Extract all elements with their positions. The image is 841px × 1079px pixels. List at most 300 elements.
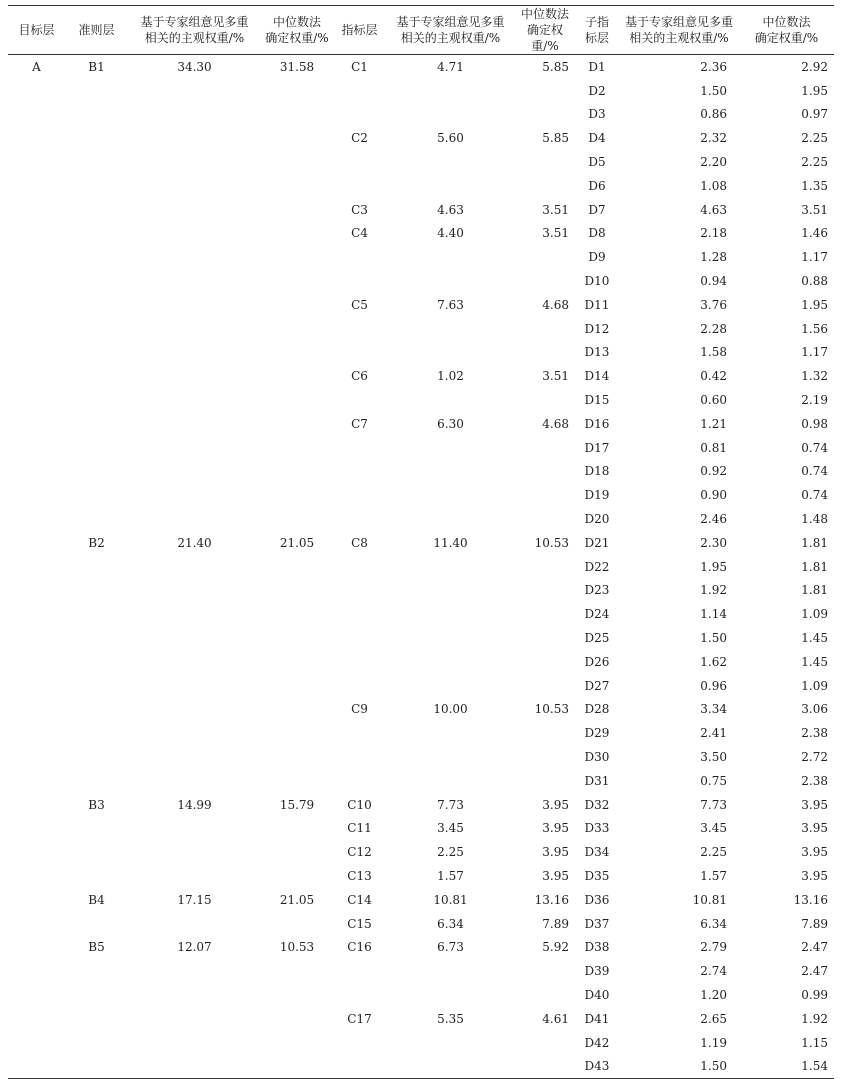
cell-c-median: [515, 721, 575, 745]
header-c-subjective-weight: 基于专家组意见多重 相关的主观权重/%: [386, 6, 515, 55]
cell-indicator: C16: [347, 940, 372, 955]
table-row: [8, 959, 834, 983]
cell-c-weight: [386, 555, 515, 579]
cell-b-median: [261, 222, 333, 246]
cell-b-median: [261, 769, 333, 793]
cell-c-weight: [386, 674, 515, 698]
cell-c-median: 10.53: [534, 702, 569, 717]
cell-target: [8, 150, 65, 174]
cell-b-median: [261, 269, 333, 293]
cell-b-median: [261, 412, 333, 436]
table-row: [8, 579, 834, 603]
cell-b-weight: [128, 317, 261, 341]
cell-c-weight: [386, 1054, 515, 1078]
cell-sub-indicator: D27: [584, 678, 610, 693]
cell-target: [8, 507, 65, 531]
cell-sub-indicator: D34: [584, 845, 610, 860]
cell-indicator: C7: [351, 416, 368, 431]
cell-target: [8, 983, 65, 1007]
cell-d-median: 2.25: [801, 131, 828, 146]
cell-d-median: 1.81: [801, 583, 828, 598]
cell-b-median: [261, 864, 333, 888]
weights-table: [8, 5, 834, 1079]
cell-target: [8, 769, 65, 793]
cell-criterion: [65, 388, 128, 412]
cell-criterion: [65, 507, 128, 531]
cell-d-weight: 1.62: [700, 654, 727, 669]
cell-target: [8, 245, 65, 269]
cell-c-weight: 4.71: [437, 59, 464, 74]
cell-criterion: [65, 602, 128, 626]
cell-indicator: [333, 959, 386, 983]
cell-c-weight: [386, 983, 515, 1007]
cell-d-median: 0.74: [801, 440, 828, 455]
cell-c-median: [515, 483, 575, 507]
cell-indicator: [333, 460, 386, 484]
cell-b-weight: [128, 745, 261, 769]
table-row: [8, 531, 834, 555]
cell-indicator: [333, 483, 386, 507]
cell-b-weight: 12.07: [177, 940, 212, 955]
cell-criterion: [65, 150, 128, 174]
table-body: [8, 55, 834, 1079]
cell-c-median: [515, 103, 575, 127]
table-row: [8, 222, 834, 246]
table-row: [8, 293, 834, 317]
cell-b-weight: [128, 388, 261, 412]
cell-indicator: C15: [347, 916, 372, 931]
cell-target: [8, 793, 65, 817]
cell-d-weight: 6.34: [700, 916, 727, 931]
cell-target: [8, 174, 65, 198]
cell-d-median: 2.38: [801, 726, 828, 741]
table-row: [8, 126, 834, 150]
table-row: [8, 555, 834, 579]
cell-indicator: C5: [351, 297, 368, 312]
cell-c-weight: 1.57: [437, 868, 464, 883]
table-row: [8, 79, 834, 103]
table-row: [8, 674, 834, 698]
cell-c-median: [515, 959, 575, 983]
header-b-median-weight: 中位数法 确定权重/%: [261, 6, 333, 55]
cell-criterion: [65, 698, 128, 722]
cell-target: [8, 579, 65, 603]
cell-b-weight: [128, 959, 261, 983]
cell-b-median: [261, 341, 333, 365]
cell-indicator: [333, 745, 386, 769]
cell-d-weight: 1.92: [700, 583, 727, 598]
cell-d-weight: 0.92: [700, 464, 727, 479]
cell-b-median: [261, 817, 333, 841]
cell-b-weight: [128, 436, 261, 460]
cell-criterion: [65, 769, 128, 793]
cell-c-median: 5.92: [542, 940, 569, 955]
table-row: [8, 840, 834, 864]
cell-indicator: [333, 983, 386, 1007]
cell-indicator: C17: [347, 1011, 372, 1026]
cell-c-weight: [386, 103, 515, 127]
cell-indicator: [333, 436, 386, 460]
cell-b-weight: [128, 602, 261, 626]
table-row: [8, 341, 834, 365]
cell-b-weight: [128, 269, 261, 293]
cell-indicator: C4: [351, 226, 368, 241]
cell-indicator: C3: [351, 202, 368, 217]
cell-d-weight: 3.76: [700, 297, 727, 312]
cell-d-weight: 2.28: [700, 321, 727, 336]
cell-b-median: [261, 698, 333, 722]
cell-d-weight: 0.90: [700, 488, 727, 503]
cell-target: [8, 650, 65, 674]
cell-c-weight: 7.73: [437, 797, 464, 812]
cell-d-median: 1.81: [801, 559, 828, 574]
cell-b-weight: [128, 817, 261, 841]
cell-d-weight: 0.75: [700, 773, 727, 788]
cell-c-median: [515, 436, 575, 460]
cell-c-weight: 3.45: [437, 821, 464, 836]
table-row: [8, 983, 834, 1007]
cell-c-weight: 11.40: [433, 535, 468, 550]
cell-indicator: [333, 245, 386, 269]
cell-b-weight: [128, 198, 261, 222]
cell-target: [8, 745, 65, 769]
cell-target: [8, 317, 65, 341]
cell-c-weight: 5.35: [437, 1011, 464, 1026]
cell-criterion: [65, 198, 128, 222]
cell-indicator: C14: [347, 892, 372, 907]
cell-sub-indicator: D41: [584, 1011, 610, 1026]
header-target-layer: 目标层: [8, 6, 65, 55]
cell-b-weight: [128, 245, 261, 269]
cell-d-median: 1.48: [801, 512, 828, 527]
cell-c-weight: [386, 745, 515, 769]
cell-d-weight: 2.79: [700, 940, 727, 955]
cell-b-median: [261, 126, 333, 150]
cell-b-median: [261, 626, 333, 650]
cell-d-median: 13.16: [793, 892, 828, 907]
cell-criterion: [65, 650, 128, 674]
cell-c-median: [515, 79, 575, 103]
cell-d-weight: 2.18: [700, 226, 727, 241]
cell-sub-indicator: D8: [588, 226, 606, 241]
cell-target: [8, 1007, 65, 1031]
table-row: [8, 626, 834, 650]
cell-b-weight: 14.99: [177, 797, 212, 812]
cell-c-weight: 5.60: [437, 131, 464, 146]
cell-sub-indicator: D39: [584, 964, 610, 979]
cell-d-weight: 1.14: [700, 607, 727, 622]
cell-criterion: [65, 1031, 128, 1055]
cell-target: [8, 293, 65, 317]
table-row: [8, 174, 834, 198]
cell-c-median: 4.68: [542, 297, 569, 312]
cell-d-median: 1.95: [801, 83, 828, 98]
cell-d-median: 0.99: [801, 987, 828, 1002]
cell-criterion: [65, 460, 128, 484]
cell-target: [8, 364, 65, 388]
table-row: [8, 198, 834, 222]
cell-d-median: 1.92: [801, 1011, 828, 1026]
cell-target: [8, 341, 65, 365]
cell-d-median: 3.06: [801, 702, 828, 717]
cell-d-median: 2.19: [801, 393, 828, 408]
cell-sub-indicator: D20: [584, 512, 610, 527]
cell-c-weight: 1.02: [437, 369, 464, 384]
cell-b-median: [261, 602, 333, 626]
table-row: [8, 817, 834, 841]
cell-sub-indicator: D36: [584, 892, 610, 907]
cell-c-weight: [386, 150, 515, 174]
cell-d-weight: 1.28: [700, 250, 727, 265]
cell-sub-indicator: D12: [584, 321, 610, 336]
cell-c-median: [515, 150, 575, 174]
cell-c-weight: [386, 388, 515, 412]
cell-target: [8, 935, 65, 959]
cell-b-median: [261, 388, 333, 412]
cell-c-median: 4.68: [542, 416, 569, 431]
cell-c-weight: [386, 245, 515, 269]
cell-d-median: 2.25: [801, 155, 828, 170]
cell-d-weight: 3.50: [700, 750, 727, 764]
cell-d-median: 1.45: [801, 631, 828, 646]
cell-indicator: C13: [347, 868, 372, 883]
cell-indicator: [333, 79, 386, 103]
cell-b-weight: [128, 769, 261, 793]
cell-d-median: 1.95: [801, 297, 828, 312]
cell-c-median: 3.51: [542, 369, 569, 384]
cell-b-weight: [128, 222, 261, 246]
header-criterion-layer: 准则层: [65, 6, 128, 55]
cell-criterion: [65, 436, 128, 460]
cell-b-weight: [128, 626, 261, 650]
cell-b-median: [261, 483, 333, 507]
cell-d-weight: 0.81: [700, 440, 727, 455]
cell-criterion: [65, 745, 128, 769]
cell-d-median: 3.95: [801, 868, 828, 883]
cell-b-median: [261, 150, 333, 174]
cell-target: [8, 721, 65, 745]
cell-b-median: [261, 103, 333, 127]
cell-d-median: 3.51: [801, 202, 828, 217]
cell-b-median: [261, 436, 333, 460]
cell-c-median: 4.61: [542, 1011, 569, 1026]
cell-d-weight: 0.42: [700, 369, 727, 384]
cell-d-weight: 1.19: [700, 1035, 727, 1050]
header-row: [8, 6, 834, 55]
cell-indicator: C1: [351, 59, 368, 74]
cell-b-weight: [128, 103, 261, 127]
header-sub-indicator-layer: 子指 标层: [575, 6, 619, 55]
cell-d-weight: 1.20: [700, 987, 727, 1002]
cell-indicator: C10: [347, 797, 372, 812]
cell-d-median: 0.74: [801, 488, 828, 503]
cell-b-median: [261, 959, 333, 983]
cell-b-median: [261, 293, 333, 317]
cell-b-weight: 21.40: [177, 535, 212, 550]
cell-sub-indicator: D31: [584, 773, 610, 788]
cell-d-median: 1.15: [801, 1035, 828, 1050]
cell-b-median: [261, 840, 333, 864]
cell-indicator: [333, 269, 386, 293]
cell-d-weight: 0.94: [700, 274, 727, 289]
cell-b-weight: [128, 293, 261, 317]
cell-c-weight: 10.00: [433, 702, 468, 717]
cell-criterion: B5: [88, 940, 105, 955]
cell-b-median: 10.53: [279, 940, 315, 955]
cell-c-median: 3.51: [542, 202, 569, 217]
cell-c-median: [515, 745, 575, 769]
cell-d-weight: 1.08: [700, 178, 727, 193]
cell-c-weight: [386, 507, 515, 531]
cell-target: [8, 1054, 65, 1078]
cell-d-weight: 0.96: [700, 678, 727, 693]
cell-c-median: [515, 555, 575, 579]
cell-criterion: [65, 341, 128, 365]
cell-sub-indicator: D23: [584, 583, 610, 598]
cell-criterion: [65, 1054, 128, 1078]
cell-target: [8, 959, 65, 983]
cell-c-median: 3.95: [542, 797, 569, 812]
cell-b-median: 21.05: [279, 535, 315, 550]
header-b-subjective-weight: 基于专家组意见多重 相关的主观权重/%: [128, 6, 261, 55]
cell-c-median: [515, 674, 575, 698]
cell-b-median: [261, 317, 333, 341]
table-row: [8, 150, 834, 174]
cell-b-weight: [128, 555, 261, 579]
cell-c-median: 3.51: [542, 226, 569, 241]
cell-criterion: [65, 840, 128, 864]
table-row: [8, 317, 834, 341]
cell-b-weight: [128, 364, 261, 388]
cell-target: [8, 555, 65, 579]
cell-target: [8, 222, 65, 246]
cell-indicator: [333, 1054, 386, 1078]
cell-d-median: 0.97: [801, 107, 828, 122]
cell-sub-indicator: D18: [584, 464, 610, 479]
cell-sub-indicator: D28: [584, 702, 610, 717]
cell-indicator: C2: [351, 131, 368, 146]
cell-c-median: [515, 579, 575, 603]
cell-b-median: 31.58: [279, 59, 315, 74]
cell-indicator: [333, 388, 386, 412]
cell-sub-indicator: D25: [584, 631, 610, 646]
cell-d-median: 1.46: [801, 226, 828, 241]
cell-d-median: 1.56: [801, 321, 828, 336]
cell-b-median: [261, 1007, 333, 1031]
cell-sub-indicator: D6: [588, 178, 606, 193]
cell-indicator: [333, 769, 386, 793]
cell-sub-indicator: D26: [584, 654, 610, 669]
table-row: [8, 793, 834, 817]
cell-sub-indicator: D3: [588, 107, 606, 122]
cell-d-weight: 1.50: [700, 631, 727, 646]
header-indicator-layer: 指标层: [333, 6, 386, 55]
header-c-median-weight: 中位数法 确定权重/%: [515, 6, 575, 55]
cell-indicator: C11: [347, 821, 372, 836]
cell-sub-indicator: D24: [584, 607, 610, 622]
cell-c-median: 3.95: [542, 868, 569, 883]
cell-indicator: C12: [347, 845, 372, 860]
cell-b-weight: [128, 579, 261, 603]
cell-criterion: [65, 412, 128, 436]
table-row: [8, 364, 834, 388]
cell-d-weight: 1.50: [619, 1054, 739, 1078]
cell-b-weight: [128, 1031, 261, 1055]
cell-c-median: [515, 602, 575, 626]
cell-criterion: [65, 174, 128, 198]
cell-target: [8, 388, 65, 412]
cell-b-weight: 17.15: [177, 892, 212, 907]
cell-b-median: [261, 174, 333, 198]
cell-d-weight: 2.20: [700, 155, 727, 170]
cell-b-weight: [128, 79, 261, 103]
cell-indicator: [333, 602, 386, 626]
cell-b-median: 21.05: [279, 892, 315, 907]
cell-d-weight: 1.95: [700, 559, 727, 574]
cell-c-weight: [386, 79, 515, 103]
cell-criterion: [65, 222, 128, 246]
cell-b-median: [261, 364, 333, 388]
table-row: [8, 745, 834, 769]
cell-d-weight: 4.63: [700, 202, 727, 217]
table-row: [8, 388, 834, 412]
cell-b-weight: [128, 174, 261, 198]
cell-d-median: 1.81: [801, 535, 828, 550]
cell-c-median: 7.89: [542, 916, 569, 931]
table-row: [8, 1031, 834, 1055]
cell-d-median: 0.74: [801, 464, 828, 479]
cell-b-median: [261, 198, 333, 222]
cell-b-weight: [128, 983, 261, 1007]
cell-indicator: [333, 579, 386, 603]
cell-d-weight: 3.45: [700, 821, 727, 836]
cell-c-median: 5.85: [542, 131, 569, 146]
cell-sub-indicator: D9: [588, 250, 606, 265]
cell-criterion: [65, 317, 128, 341]
cell-d-weight: 10.81: [692, 892, 727, 907]
cell-c-weight: [386, 317, 515, 341]
cell-d-median: 3.95: [801, 845, 828, 860]
cell-target: [8, 864, 65, 888]
cell-c-weight: [386, 341, 515, 365]
cell-sub-indicator: D32: [584, 797, 610, 812]
cell-b-median: [261, 745, 333, 769]
cell-d-median: 1.35: [801, 178, 828, 193]
cell-sub-indicator: D11: [584, 297, 610, 312]
cell-b-weight: [128, 150, 261, 174]
cell-b-median: [261, 79, 333, 103]
cell-d-weight: 2.65: [700, 1011, 727, 1026]
cell-b-weight: [128, 412, 261, 436]
cell-sub-indicator: D38: [584, 940, 610, 955]
cell-criterion: [65, 579, 128, 603]
cell-c-weight: [386, 626, 515, 650]
cell-sub-indicator: D37: [584, 916, 610, 931]
cell-criterion: [65, 79, 128, 103]
cell-b-median: [261, 245, 333, 269]
cell-b-median: [261, 555, 333, 579]
cell-indicator: [333, 317, 386, 341]
cell-target: [8, 79, 65, 103]
cell-indicator: [333, 1031, 386, 1055]
cell-c-median: [515, 626, 575, 650]
cell-c-weight: [386, 959, 515, 983]
cell-d-median: 0.98: [801, 416, 828, 431]
table-row: [8, 1007, 834, 1031]
cell-indicator: [333, 626, 386, 650]
cell-d-weight: 1.21: [700, 416, 727, 431]
cell-d-weight: 2.32: [700, 131, 727, 146]
